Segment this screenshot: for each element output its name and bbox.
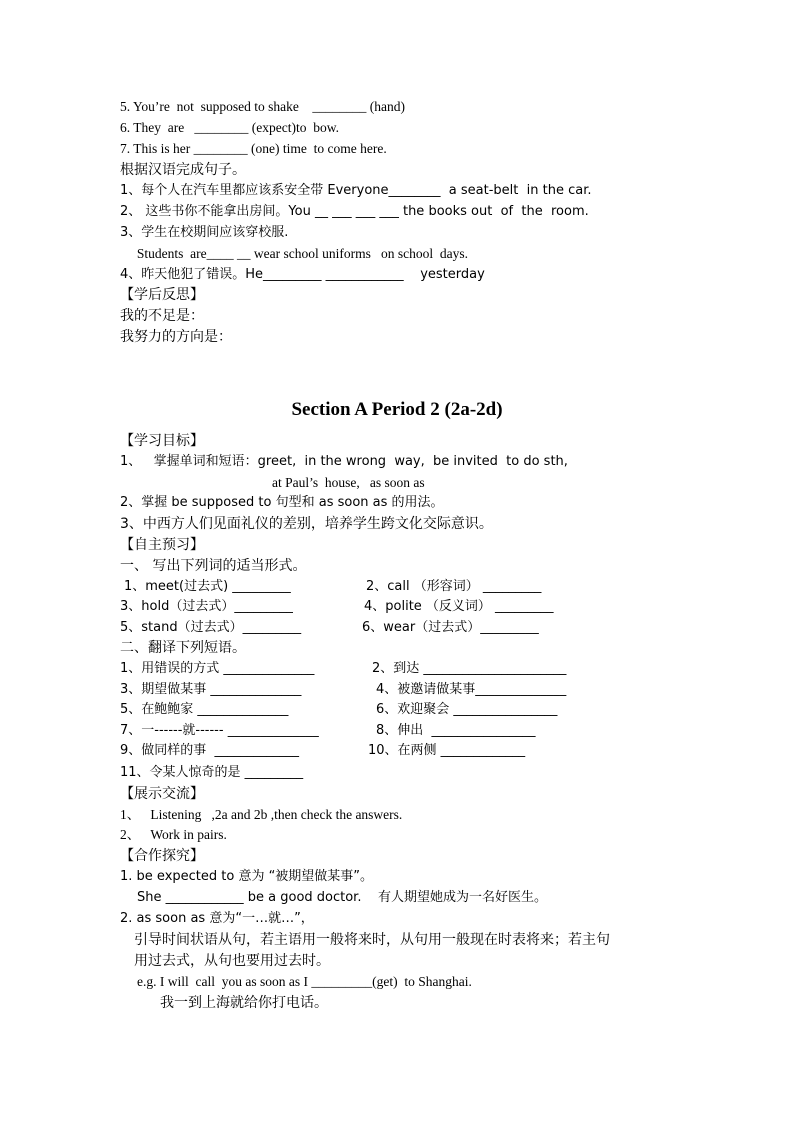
phrase-4: 4、被邀请做某事______________	[376, 682, 567, 697]
cooperate-line-5: 用过去式，从句也要用过去时。	[134, 953, 330, 969]
word-form-1: 1、meet(过去式) _________	[124, 579, 291, 594]
cooperate-line-4: 引导时间状语从句，若主语用一般将来时，从句用一般现在时表将来；若主句	[134, 932, 610, 948]
preview-heading: 【自主预习】	[120, 537, 204, 553]
phrase-1: 1、用错误的方式 ______________	[120, 661, 315, 676]
phrase-2: 2、到达 ______________________	[372, 661, 567, 676]
word-form-5: 5、stand（过去式）_________	[120, 620, 302, 635]
phrase-7: 7、一------就------ ______________	[120, 723, 319, 738]
translate-item-3: 3、学生在校期间应该穿校服.	[120, 225, 289, 240]
reflection-heading: 【学后反思】	[120, 287, 204, 303]
goal-1-cont: at Paul’s house, as soon as	[272, 475, 425, 490]
exercise-7: 7. This is her ________ (one) time to come here.	[120, 141, 387, 156]
reflection-line-2: 我努力的方向是：	[120, 329, 232, 345]
exercise-5: 5. You’re not supposed to shake ________ (hand)	[120, 99, 405, 114]
word-form-4: 4、polite （反义词） _________	[364, 599, 554, 614]
section-title: Section A Period 2 (2a-2d)	[291, 399, 503, 420]
translate-item-1: 1、每个人在汽车里都应该系安全带 Everyone________ a seat-belt in the car.	[120, 183, 592, 198]
word-form-2: 2、call （形容词） _________	[366, 579, 542, 594]
preview-part2-heading: 二、翻译下列短语。	[120, 640, 246, 656]
show-heading: 【展示交流】	[120, 786, 204, 802]
cooperate-line-1: 1. be expected to 意为 “被期望做某事”。	[120, 869, 374, 884]
reflection-line-1: 我的不足是：	[120, 308, 204, 324]
phrase-6: 6、欢迎聚会 ________________	[376, 702, 558, 717]
cooperate-line-3: 2. as soon as 意为“一…就…”，	[120, 911, 314, 926]
translate-item-4: 4、昨天他犯了错误。He_________ ____________ yesterday	[120, 267, 485, 282]
cooperate-heading: 【合作探究】	[120, 848, 204, 864]
show-line-2: 2、 Work in pairs.	[120, 827, 227, 842]
cooperate-example: e.g. I will call you as soon as I _________(get) to Shanghai.	[137, 974, 472, 989]
goal-3: 3、中西方人们见面礼仪的差别，培养学生跨文化交际意识。	[120, 516, 493, 532]
phrase-9: 9、做同样的事 _____________	[120, 743, 300, 758]
phrase-8: 8、伸出 ________________	[376, 723, 536, 738]
phrase-3: 3、期望做某事 ______________	[120, 682, 302, 697]
phrase-11: 11、令某人惊奇的是 _________	[120, 765, 304, 780]
word-form-3: 3、hold（过去式）_________	[120, 599, 293, 614]
exercise-6: 6. They are ________ (expect)to bow.	[120, 120, 339, 135]
phrase-10: 10、在两侧 _____________	[368, 743, 526, 758]
translate-heading: 根据汉语完成句子。	[120, 162, 246, 178]
goal-2: 2、掌握 be supposed to 句型和 as soon as 的用法。	[120, 495, 444, 510]
cooperate-line-2: She ____________ be a good doctor. 有人期望她成为一名好医生。	[137, 890, 547, 905]
preview-part1-heading: 一、 写出下列词的适当形式。	[120, 558, 307, 574]
phrase-5: 5、在鲍鲍家 ______________	[120, 702, 289, 717]
goals-heading: 【学习目标】	[120, 433, 204, 449]
cooperate-example-translation: 我一到上海就给你打电话。	[160, 995, 328, 1011]
translate-item-3-answer: Students are____ __ wear school uniforms on school days.	[120, 246, 468, 261]
translate-item-2: 2、 这些书你不能拿出房间。You __ ___ ___ ___ the books out of the room.	[120, 204, 589, 219]
show-line-1: 1、 Listening ,2a and 2b ,then check the answers.	[120, 807, 403, 822]
word-form-6: 6、wear（过去式）_________	[362, 620, 539, 635]
goal-1: 1、 掌握单词和短语：greet, in the wrong way, be invited to do sth,	[120, 454, 568, 469]
